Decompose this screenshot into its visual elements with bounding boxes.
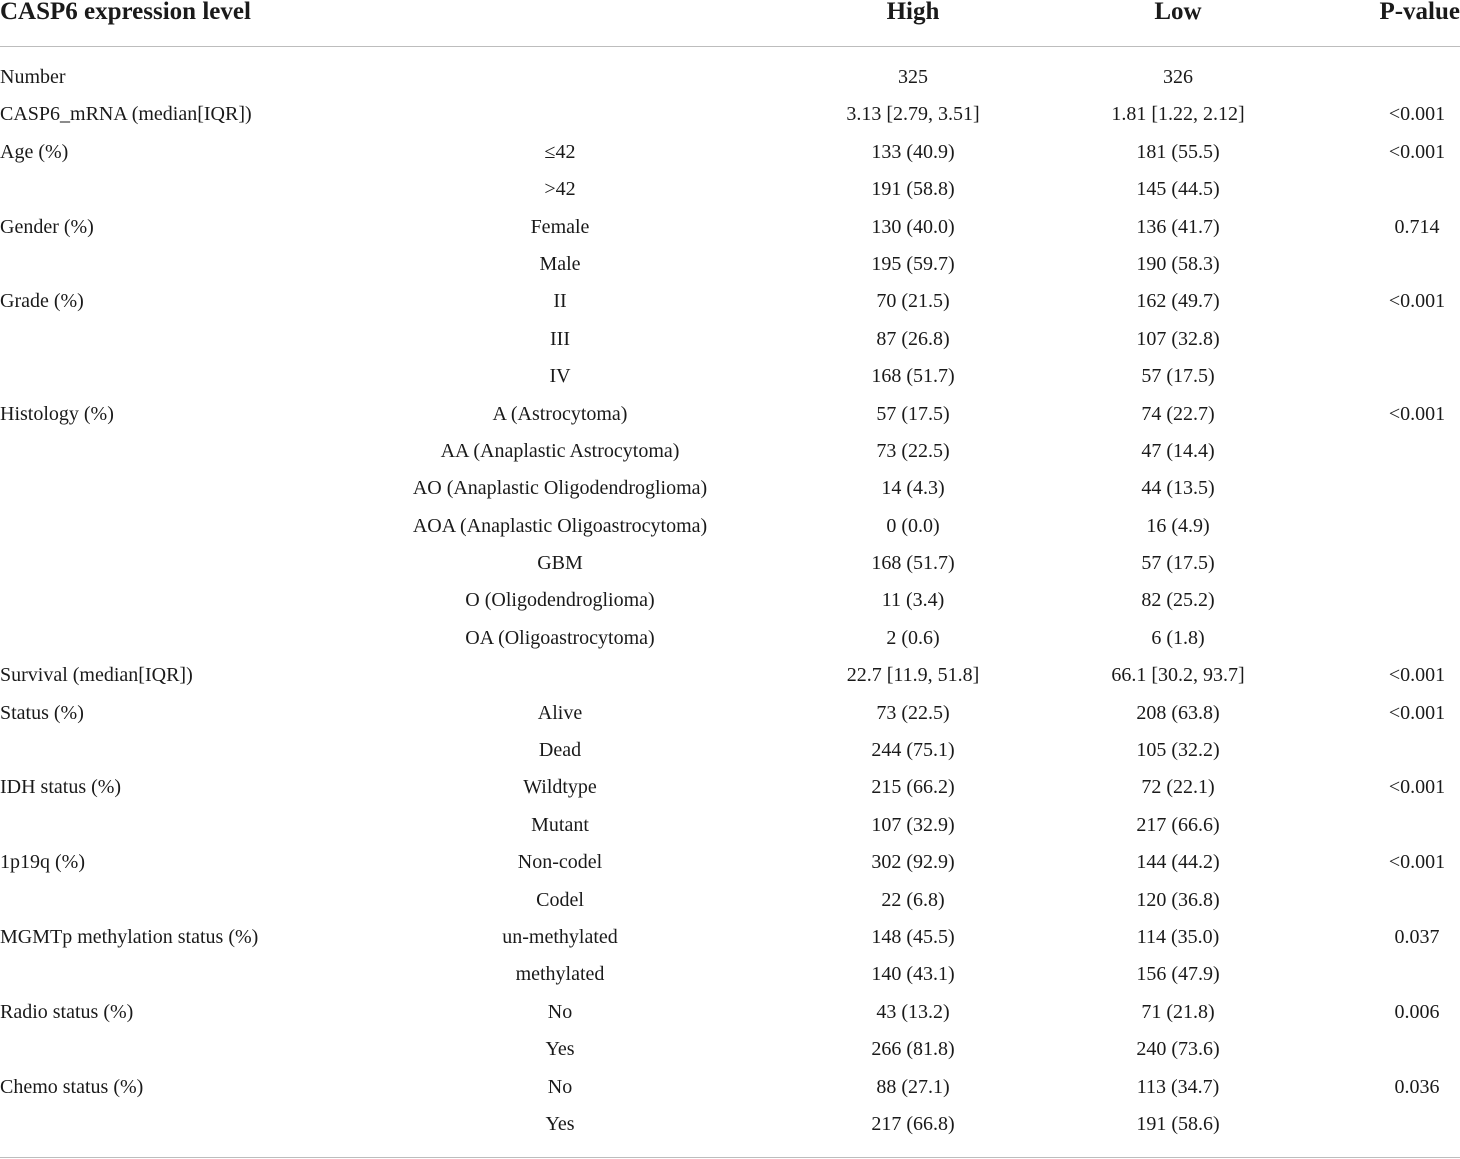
table-row — [0, 96, 1460, 133]
cell-high: 130 (40.0) — [871, 215, 955, 238]
cell-low: 66.1 [30.2, 93.7] — [1111, 664, 1245, 687]
cell-level: Alive — [537, 701, 583, 724]
cell-low: 72 (22.1) — [1141, 776, 1215, 799]
cell-level: IV — [549, 365, 571, 388]
cell-pvalue: 0.006 — [1394, 1000, 1440, 1023]
cell-high: 11 (3.4) — [881, 589, 945, 612]
cell-low: 6 (1.8) — [1151, 626, 1205, 649]
table-row — [0, 396, 1460, 433]
table-row — [0, 620, 1460, 657]
cell-high: 43 (13.2) — [876, 1000, 950, 1023]
cell-variable: Status (%) — [0, 701, 84, 724]
cell-high: 195 (59.7) — [871, 252, 955, 275]
cell-low: 107 (32.8) — [1136, 327, 1220, 350]
cell-high: 107 (32.9) — [871, 813, 955, 836]
cell-high: 244 (75.1) — [871, 739, 955, 762]
cell-variable: MGMTp methylation status (%) — [0, 925, 259, 948]
cell-low: 208 (63.8) — [1136, 701, 1220, 724]
cell-pvalue: <0.001 — [1388, 402, 1446, 425]
table-row — [0, 1106, 1460, 1143]
header-variable: CASP6 expression level — [0, 0, 251, 25]
cell-high: 140 (43.1) — [871, 963, 955, 986]
cell-level: II — [553, 290, 567, 313]
cell-high: 57 (17.5) — [876, 402, 950, 425]
cell-variable: CASP6_mRNA (median[IQR]) — [0, 103, 252, 126]
cell-pvalue: <0.001 — [1388, 103, 1446, 126]
table-row — [0, 433, 1460, 470]
table-row — [0, 470, 1460, 507]
cell-pvalue: 0.037 — [1394, 925, 1440, 948]
cell-low: 1.81 [1.22, 2.12] — [1111, 103, 1245, 126]
cell-level: Non-codel — [517, 851, 603, 874]
cell-level: Male — [539, 252, 581, 275]
cell-low: 113 (34.7) — [1136, 1075, 1220, 1098]
cell-low: 156 (47.9) — [1136, 963, 1220, 986]
cell-low: 136 (41.7) — [1136, 215, 1220, 238]
cell-pvalue: <0.001 — [1388, 140, 1446, 163]
table-row — [0, 59, 1460, 96]
cell-level: un-methylated — [502, 925, 618, 948]
cell-low: 240 (73.6) — [1136, 1038, 1220, 1061]
cell-low: 120 (36.8) — [1136, 888, 1220, 911]
cell-high: 0 (0.0) — [886, 514, 940, 537]
table-row — [0, 209, 1460, 246]
cell-high: 133 (40.9) — [871, 140, 955, 163]
table-row — [0, 283, 1460, 320]
cell-pvalue: <0.001 — [1388, 776, 1446, 799]
cell-high: 266 (81.8) — [871, 1038, 955, 1061]
table-row — [0, 732, 1460, 769]
cell-variable: Age (%) — [0, 140, 69, 163]
cell-low: 191 (58.6) — [1136, 1112, 1220, 1135]
cell-low: 71 (21.8) — [1141, 1000, 1215, 1023]
cell-low: 57 (17.5) — [1141, 365, 1215, 388]
cell-variable: 1p19q (%) — [0, 851, 85, 874]
table-row — [0, 171, 1460, 208]
cell-level: AO (Anaplastic Oligodendroglioma) — [412, 477, 708, 500]
cell-level: No — [547, 1075, 573, 1098]
cell-high: 87 (26.8) — [876, 327, 950, 350]
cell-pvalue: <0.001 — [1388, 851, 1446, 874]
cell-high: 2 (0.6) — [886, 626, 940, 649]
cell-variable: Survival (median[IQR]) — [0, 664, 193, 687]
cell-level: >42 — [544, 178, 576, 201]
table-row — [0, 582, 1460, 619]
cell-low: 217 (66.6) — [1136, 813, 1220, 836]
cell-level: Codel — [536, 888, 584, 911]
cell-level: methylated — [515, 963, 605, 986]
cell-variable: Grade (%) — [0, 290, 84, 313]
cell-high: 22.7 [11.9, 51.8] — [846, 664, 980, 687]
cell-low: 181 (55.5) — [1136, 140, 1220, 163]
cell-level: Wildtype — [523, 776, 597, 799]
cell-variable: IDH status (%) — [0, 776, 122, 799]
cell-low: 326 — [1163, 66, 1193, 88]
table-row — [0, 769, 1460, 806]
cell-level: Dead — [538, 739, 582, 762]
cell-level: AOA (Anaplastic Oligoastrocytoma) — [412, 514, 708, 537]
cell-high: 22 (6.8) — [881, 888, 945, 911]
cell-low: 57 (17.5) — [1141, 552, 1215, 575]
cell-high: 302 (92.9) — [871, 851, 955, 874]
table-row — [0, 1069, 1460, 1106]
cell-high: 215 (66.2) — [871, 776, 955, 799]
cell-high: 191 (58.8) — [871, 178, 955, 201]
cell-level: ≤42 — [544, 140, 576, 163]
cell-pvalue: <0.001 — [1388, 664, 1446, 687]
table-row — [0, 882, 1460, 919]
cell-low: 105 (32.2) — [1136, 739, 1220, 762]
cell-pvalue: <0.001 — [1388, 290, 1446, 313]
table-row — [0, 695, 1460, 732]
table-row — [0, 358, 1460, 395]
cell-pvalue: 0.036 — [1394, 1075, 1440, 1098]
cell-variable: Chemo status (%) — [0, 1075, 144, 1098]
cell-low: 190 (58.3) — [1136, 252, 1220, 275]
cell-high: 88 (27.1) — [876, 1075, 950, 1098]
cell-pvalue: <0.001 — [1388, 701, 1446, 724]
table-row — [0, 1031, 1460, 1068]
cell-pvalue: 0.714 — [1394, 215, 1440, 238]
table-row — [0, 134, 1460, 171]
table-body — [0, 59, 1460, 1143]
cell-high: 217 (66.8) — [871, 1112, 955, 1135]
table-header — [0, 0, 1460, 47]
cell-level: OA (Oligoastrocytoma) — [465, 626, 655, 649]
cell-variable: Histology (%) — [0, 402, 114, 425]
cell-level: GBM — [537, 552, 583, 575]
cell-low: 47 (14.4) — [1141, 439, 1215, 462]
cell-low: 16 (4.9) — [1146, 514, 1210, 537]
bottom-rule — [0, 1157, 1460, 1158]
table-row — [0, 508, 1460, 545]
cell-low: 145 (44.5) — [1136, 178, 1220, 201]
cell-high: 3.13 [2.79, 3.51] — [846, 103, 980, 126]
cell-level: AA (Anaplastic Astrocytoma) — [440, 439, 680, 462]
cell-high: 168 (51.7) — [871, 365, 955, 388]
cell-high: 70 (21.5) — [876, 290, 950, 313]
table-row — [0, 246, 1460, 283]
cell-level: No — [547, 1000, 573, 1023]
cell-high: 325 — [898, 66, 928, 88]
header-pvalue: P-value — [1379, 0, 1460, 25]
cell-level: Mutant — [531, 813, 589, 836]
cell-low: 162 (49.7) — [1136, 290, 1220, 313]
cell-high: 14 (4.3) — [881, 477, 945, 500]
table-row — [0, 956, 1460, 993]
cell-variable: Radio status (%) — [0, 1000, 134, 1023]
cell-high: 168 (51.7) — [871, 552, 955, 575]
cell-high: 148 (45.5) — [871, 925, 955, 948]
cell-level: Yes — [545, 1038, 575, 1061]
cell-level: Female — [530, 215, 590, 238]
cell-low: 74 (22.7) — [1141, 402, 1215, 425]
table-row — [0, 807, 1460, 844]
cell-low: 44 (13.5) — [1141, 477, 1215, 500]
cell-level: III — [550, 327, 570, 350]
cell-level: O (Oligodendroglioma) — [465, 589, 655, 612]
cell-level: Yes — [545, 1112, 575, 1135]
cell-low: 114 (35.0) — [1136, 925, 1220, 948]
cell-variable: Number — [0, 66, 66, 88]
table-row — [0, 994, 1460, 1031]
cell-low: 82 (25.2) — [1141, 589, 1215, 612]
cell-level: A (Astrocytoma) — [492, 402, 628, 425]
table-row — [0, 321, 1460, 358]
table-row — [0, 545, 1460, 582]
header-low: Low — [1154, 0, 1202, 25]
header-high: High — [886, 0, 940, 25]
table-row — [0, 844, 1460, 881]
table-row — [0, 657, 1460, 694]
cell-high: 73 (22.5) — [876, 439, 950, 462]
cell-high: 73 (22.5) — [876, 701, 950, 724]
table-row — [0, 919, 1460, 956]
cell-variable: Gender (%) — [0, 215, 94, 238]
cell-low: 144 (44.2) — [1136, 851, 1220, 874]
